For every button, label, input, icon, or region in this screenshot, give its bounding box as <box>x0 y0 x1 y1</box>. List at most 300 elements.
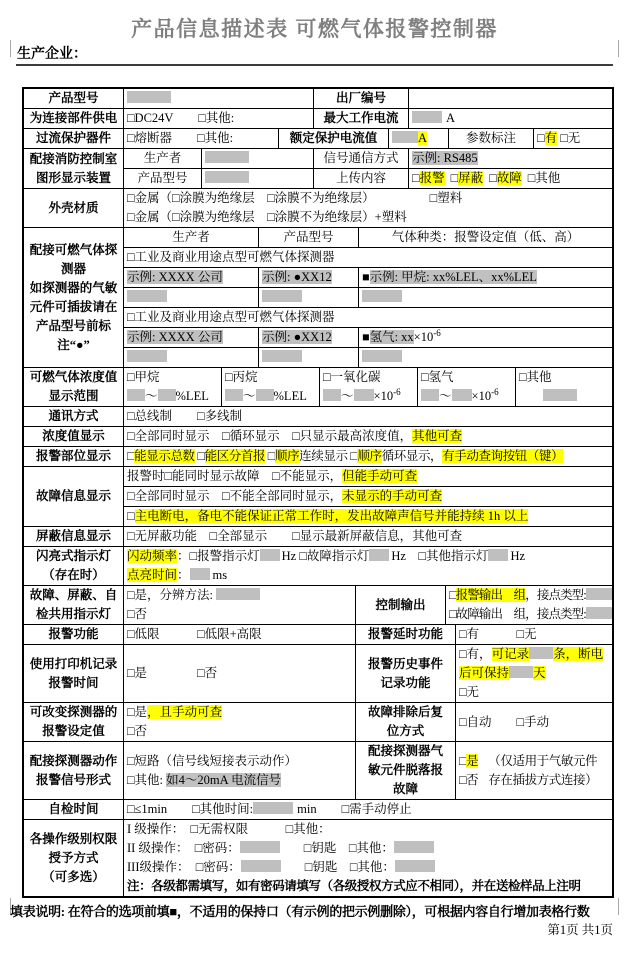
subrow-detector-type-1 <box>124 248 612 268</box>
highlighted-text: 未显示的手动可查 <box>342 489 443 503</box>
example-model <box>259 268 359 287</box>
value-housing-material[interactable] <box>124 189 612 227</box>
redacted-value <box>240 841 280 853</box>
label-shared-indicator <box>24 586 124 624</box>
checkbox-option[interactable]: □自动 □手动 <box>459 714 550 729</box>
table-cell[interactable] <box>359 288 612 307</box>
label-alarm-function <box>24 625 124 644</box>
header-model <box>259 228 359 247</box>
table-line <box>124 109 313 128</box>
table-line <box>124 268 258 287</box>
text: 报警信号形式 <box>35 772 111 787</box>
value-history-record[interactable] <box>456 645 612 702</box>
checkbox-option[interactable]: □ <box>450 171 459 185</box>
table-line <box>24 109 123 128</box>
table-line <box>456 645 612 683</box>
table-line <box>124 208 612 227</box>
table-line <box>24 169 123 188</box>
page-title: 产品信息描述表 可燃气体报警控制器 <box>131 17 498 41</box>
label-sensor-dropout-fault <box>356 742 456 799</box>
value-printer-record[interactable] <box>124 645 356 702</box>
text: 为连接部件供电 <box>29 111 118 125</box>
row-overcurrent-protection <box>24 129 612 149</box>
table-cell[interactable] <box>124 288 259 307</box>
text: 闪亮式指示灯 <box>35 549 111 563</box>
table-line <box>124 228 258 247</box>
text: %LEL <box>273 389 307 403</box>
range-co[interactable] <box>320 368 418 406</box>
table-cell[interactable] <box>259 288 359 307</box>
checkbox-option[interactable]: □≤1min □其他时间: <box>127 802 254 816</box>
text: 故障、屏蔽、自检共用指示灯 <box>29 588 118 621</box>
table-line <box>124 387 221 406</box>
text: %LEL <box>175 389 209 403</box>
table-line <box>124 586 355 605</box>
page-corner-mark <box>618 40 619 57</box>
text: 报警设定值 <box>42 724 105 738</box>
checkbox-option[interactable]: Hz □故障指示灯 <box>281 549 370 563</box>
range-methane[interactable] <box>124 368 222 406</box>
label-control-output <box>356 586 446 624</box>
table-line <box>124 288 258 307</box>
detector-type-option[interactable] <box>124 308 612 327</box>
row-changeable-setpoint <box>24 703 612 742</box>
table-line <box>24 150 123 169</box>
table-line <box>24 129 123 148</box>
table-line <box>359 228 612 247</box>
table-line <box>314 149 408 168</box>
checkbox-option[interactable]: 连续显示 □ <box>299 449 358 463</box>
table-line <box>24 527 123 546</box>
highlighted-text: 有 <box>544 131 558 145</box>
row-concentration-range <box>24 368 612 407</box>
table-line <box>356 674 455 693</box>
text: 出厂编号 <box>335 91 386 105</box>
text: 过流保护器件 <box>35 131 111 145</box>
checkbox-option[interactable]: □是 □否 <box>127 666 218 680</box>
table-cell[interactable] <box>259 348 359 367</box>
table-line <box>124 328 258 347</box>
text: ～ <box>341 389 354 403</box>
value-changeable-setpoint[interactable] <box>124 703 356 741</box>
row-shield-info-display <box>24 527 612 547</box>
detectors-subtable <box>124 228 612 367</box>
labels-comm-upload <box>314 149 409 188</box>
text: 敏元件脱落报 <box>367 763 443 777</box>
redacted-value <box>158 389 176 401</box>
checkbox-option[interactable]: □其他 <box>519 370 552 384</box>
label-rated-protection-current <box>279 129 389 148</box>
table-cell[interactable] <box>124 348 259 367</box>
checkbox-option[interactable]: □ <box>459 753 467 768</box>
text: 参数标注 <box>465 131 516 145</box>
sample-text: 示例: XXXX 公司 <box>127 330 223 344</box>
text: 产品型号 <box>283 230 334 244</box>
checkbox-option[interactable]: □钥匙 □其他： <box>303 841 394 855</box>
label-fault-info <box>24 467 124 526</box>
text: 可改变探测器的 <box>29 705 118 719</box>
checkbox-option[interactable]: □ <box>194 449 205 463</box>
value-sensor-dropout-fault[interactable] <box>456 742 612 799</box>
highlighted-text: 天 <box>533 666 546 680</box>
checkbox-option[interactable]: □否 <box>127 724 148 738</box>
row-concentration-display <box>24 427 612 447</box>
checkbox-option[interactable]: □总线制 □多线制 <box>127 409 243 423</box>
highlighted-text: 闪动频率 <box>127 549 178 563</box>
highlighted-text: 条，断电后可保持 <box>459 647 604 680</box>
table-line <box>356 742 455 761</box>
redacted-value <box>262 290 302 302</box>
checkbox-option[interactable]: □工业及商业用途点型可燃气体探测器 <box>127 310 335 324</box>
table-line <box>124 189 612 208</box>
text: 配接探测器动作 <box>29 753 118 768</box>
redacted-value <box>127 350 167 362</box>
checkbox-option[interactable]: III级操作： □密码： <box>127 860 241 874</box>
table-line <box>124 664 355 683</box>
checkbox-option[interactable]: 报警时□能同时显示故障 □不能显示， <box>127 469 343 483</box>
checkbox-option[interactable]: □是，分辨方法: <box>127 588 217 602</box>
example-gas <box>359 268 612 287</box>
text: 控制输出 <box>375 597 426 612</box>
checkbox-option[interactable]: □DC24V □其他: <box>127 111 235 125</box>
value-alarm-delay[interactable] <box>456 625 612 644</box>
manufacturer-label: 生产企业： <box>17 47 87 62</box>
value-connected-power[interactable] <box>124 109 314 128</box>
text: 上传内容 <box>335 171 386 185</box>
product-info-table <box>22 87 614 898</box>
checkbox-option[interactable]: □ <box>265 449 275 463</box>
subrow-fill-2 <box>124 348 612 367</box>
table-line <box>259 348 358 367</box>
table-line <box>24 407 123 426</box>
redacted-value <box>225 389 243 401</box>
redacted-value <box>262 350 302 362</box>
redacted-value <box>190 568 210 580</box>
table-line <box>24 771 123 790</box>
header-producer <box>124 228 259 247</box>
value-shield-info[interactable] <box>124 527 612 546</box>
row-operation-levels <box>24 820 612 896</box>
table-line <box>202 149 313 168</box>
checkbox-option[interactable]: □ <box>127 449 135 463</box>
value-product-model[interactable] <box>124 89 314 108</box>
checkbox-option[interactable]: □ <box>127 509 135 523</box>
table-line <box>124 486 612 506</box>
checkbox-option[interactable]: ：□报警指示灯 <box>177 549 260 563</box>
value-shared-indicator[interactable] <box>124 586 356 624</box>
table-line <box>456 683 612 702</box>
label-fault-reset <box>356 703 456 741</box>
redacted-value <box>205 171 249 183</box>
table-line <box>124 368 221 387</box>
table-line <box>124 168 201 188</box>
highlighted-text: 屏蔽 <box>458 171 484 185</box>
text: 报警功能 <box>48 627 99 641</box>
table-line <box>124 149 201 168</box>
table-line <box>24 830 123 849</box>
sample-text: 示例: 甲烷: xx%LEL、xx%LEL <box>369 270 537 284</box>
redacted-value <box>586 588 612 600</box>
text: 通讯方式 <box>48 409 99 423</box>
range-other[interactable] <box>516 368 612 406</box>
redacted-value <box>543 389 577 401</box>
example-producer <box>124 268 259 287</box>
range-propane[interactable] <box>222 368 320 406</box>
checkbox-option[interactable]: □ <box>489 171 497 185</box>
highlighted-text: 能显示总数 <box>134 449 195 463</box>
checkbox-option[interactable]: □否 <box>459 772 479 787</box>
table-line <box>389 129 448 148</box>
table-line <box>356 703 455 722</box>
value-operation-levels[interactable] <box>124 820 612 896</box>
table-line <box>222 387 319 406</box>
redacted-value <box>127 290 167 302</box>
table-line <box>456 771 612 790</box>
checkbox-option[interactable]: □丙烷 <box>225 370 258 384</box>
checkbox-option[interactable]: □有 □无 <box>459 627 537 641</box>
checkbox-option[interactable]: □熔断器 □其他: <box>127 131 234 145</box>
range-hydrogen[interactable] <box>418 368 516 406</box>
text: 如探测器的气敏元件可插拔请在产品型号前标注“●” <box>29 280 118 352</box>
table-line <box>356 722 455 741</box>
table-line <box>24 368 123 387</box>
row-alarm-function <box>24 625 612 645</box>
table-line <box>24 625 123 644</box>
text: 额定保护电流值 <box>289 131 378 145</box>
checkbox-option[interactable]: □金属（□涂膜为绝缘层 □涂膜不为绝缘层） <box>127 191 375 205</box>
redacted-value <box>205 151 249 163</box>
value-parameter-marking[interactable] <box>534 129 612 148</box>
table-line <box>124 248 612 267</box>
table-line <box>124 447 612 466</box>
highlighted-text: 点亮时间 <box>127 568 178 582</box>
checkbox-option[interactable]: □无 <box>459 685 480 699</box>
redacted-value <box>412 111 442 123</box>
table-line <box>24 586 123 624</box>
superscript-exponent: -6 <box>433 328 441 338</box>
value-rated-current[interactable] <box>389 129 449 148</box>
checkbox-option[interactable]: □是 <box>127 705 148 719</box>
text: 自检时间 <box>48 802 99 816</box>
redacted-value <box>253 802 293 814</box>
table-line <box>124 820 612 839</box>
value-serial-number[interactable] <box>409 89 612 108</box>
redacted-value <box>452 389 472 401</box>
value-max-current[interactable] <box>409 109 612 128</box>
checkbox-option[interactable]: □氢气 <box>421 370 454 384</box>
table-line <box>24 849 123 868</box>
row-product-model <box>24 89 612 109</box>
header-underline <box>16 64 613 66</box>
value-self-test-time[interactable] <box>124 800 612 819</box>
highlighted-text: ，且手动可查 <box>147 705 223 719</box>
table-line <box>24 279 123 355</box>
table-line <box>456 625 612 644</box>
checkbox-option[interactable]: □有， <box>459 647 492 661</box>
text: 生产者 <box>172 230 210 244</box>
value-overcurrent-device[interactable] <box>124 129 279 148</box>
table-cell[interactable] <box>359 348 612 367</box>
text: 气体种类：报警设定值（低、高） <box>391 230 580 244</box>
checkbox-option[interactable]: □一氧化碳 <box>323 370 381 384</box>
checkbox-option[interactable]: □否 <box>127 607 148 621</box>
table-line <box>356 655 455 674</box>
label-detectors <box>24 228 124 367</box>
table-line <box>320 387 417 406</box>
checkbox-option[interactable]: ■ <box>362 330 370 344</box>
text: 生产者 <box>143 151 182 165</box>
label-concentration-display <box>24 427 124 446</box>
text: 故障信息显示 <box>35 489 111 503</box>
checkbox-option[interactable]: □金属（□涂膜为绝缘层 □涂膜不为绝缘层）+塑料 <box>127 210 407 224</box>
table-line <box>259 328 358 347</box>
table-line <box>314 168 408 188</box>
table-line <box>356 761 455 780</box>
value-detector-signal-form[interactable] <box>124 742 356 799</box>
highlighted-text: 故障 <box>496 171 522 185</box>
checkbox-option[interactable]: □短路（信号线短接表示动作） <box>127 753 298 768</box>
row-shared-indicator <box>24 586 612 625</box>
text: 产品型号 <box>48 91 99 105</box>
value-flashing-indicator[interactable] <box>124 547 612 585</box>
checkbox-option[interactable]: □工业及商业用途点型可燃气体探测器 <box>127 250 335 264</box>
text: 显示范围 <box>48 389 99 403</box>
redacted-value <box>127 389 145 401</box>
table-line <box>24 800 123 819</box>
redacted-value <box>354 389 374 401</box>
page-corner-mark <box>10 40 11 57</box>
label-printer-record <box>24 645 124 702</box>
text: 配接消防控制室 <box>29 151 118 166</box>
text: （仅适用于气敏元件 <box>488 753 598 768</box>
checkbox-option[interactable]: min □需手动停止 <box>297 802 412 816</box>
subrow-example-1 <box>124 268 612 288</box>
table-line <box>356 780 455 799</box>
values-producer-model[interactable] <box>202 149 314 188</box>
value-communication[interactable] <box>124 407 612 426</box>
table-line <box>24 674 123 693</box>
text: 各操作级别权限 <box>29 831 118 846</box>
sample-text: 示例: ●XX12 <box>262 270 332 284</box>
table-line <box>24 447 123 466</box>
checkbox-option[interactable]: I 级操作： □无需权限 □其他： <box>127 822 331 836</box>
row-flashing-indicator <box>24 547 612 586</box>
table-line <box>259 268 358 287</box>
checkbox-option[interactable]: □其他 <box>527 171 561 185</box>
table-line <box>24 241 123 279</box>
table-line <box>124 506 612 526</box>
value-alarm-location[interactable] <box>124 447 612 466</box>
table-line <box>409 149 612 168</box>
label-alarm-location <box>24 447 124 466</box>
table-line <box>24 703 123 722</box>
value-concentration-display[interactable] <box>124 427 612 446</box>
label-shield-info <box>24 527 124 546</box>
table-line <box>359 288 612 307</box>
text: 故障排除后复 <box>367 705 443 719</box>
row-fire-display-device <box>24 149 612 189</box>
label-communication <box>24 407 124 426</box>
table-line <box>24 427 123 446</box>
checkbox-option[interactable]: □钥匙 □其他： <box>304 860 395 874</box>
checkbox-option[interactable]: □ <box>537 131 545 145</box>
text: 记录功能 <box>380 675 431 690</box>
table-line <box>314 89 408 108</box>
label-concentration-range <box>24 368 124 406</box>
checkbox-option[interactable]: □全部同时显示 □循环显示 □只显示最高浓度值， <box>127 429 413 443</box>
table-line <box>124 703 355 722</box>
value-fault-info[interactable] <box>124 467 612 526</box>
checkbox-option[interactable]: Hz □其他指示灯 <box>391 549 489 563</box>
checkbox-option[interactable]: □ <box>412 171 420 185</box>
checkbox-option[interactable]: II 级操作： □密码： <box>127 841 240 855</box>
checkbox-option[interactable]: □ <box>449 588 456 602</box>
checkbox-option[interactable]: □塑料 <box>429 191 463 205</box>
highlighted-text: 可记录 <box>491 647 530 661</box>
table-line <box>320 368 417 387</box>
redacted-value <box>323 389 341 401</box>
checkbox-option[interactable]: □无屏蔽功能 □全部显示 □显示最新屏蔽信息，其他可查 <box>127 529 463 543</box>
checkbox-option[interactable]: ■ <box>362 270 370 284</box>
sample-text: 示例: XXXX 公司 <box>127 270 223 284</box>
row-fault-info-display <box>24 467 612 527</box>
text: 授予方式 <box>48 850 99 865</box>
redacted-value <box>488 549 508 561</box>
table-line <box>24 722 123 741</box>
checkbox-option[interactable]: □全部同时显示 □不能全部同时显示， <box>127 489 343 503</box>
label-history-record <box>356 645 456 702</box>
text: ： <box>177 568 190 582</box>
label-connected-power <box>24 109 124 128</box>
values-comm-upload[interactable] <box>409 149 612 188</box>
table-line <box>124 566 612 585</box>
table-line <box>24 752 123 771</box>
redacted-value <box>394 841 434 853</box>
checkbox-option[interactable]: □甲烷 <box>127 370 160 384</box>
table-line <box>124 752 355 771</box>
checkbox-option[interactable]: □故障输出 组，接点类型: <box>449 607 586 621</box>
table-line <box>356 596 445 615</box>
table-line <box>359 348 612 367</box>
text: 使用打印机记录 <box>29 656 118 671</box>
label-operation-levels <box>24 820 124 896</box>
text: 存在插拔方式连接） <box>488 772 598 787</box>
row-detectors <box>24 228 612 368</box>
text: ，接点类型: <box>525 588 586 602</box>
text: （存在时） <box>42 568 105 582</box>
table-line <box>456 713 612 732</box>
value-alarm-function[interactable] <box>124 625 356 644</box>
highlighted-text: 是 <box>466 753 479 768</box>
text: 产品型号 <box>137 171 188 185</box>
redacted-value <box>216 588 260 600</box>
sample-text: 氢气: xx <box>369 330 414 344</box>
text: 故障 <box>392 782 418 796</box>
checkbox-option[interactable]: □低限 □低限+高限 <box>127 627 262 641</box>
redacted-value <box>241 860 281 872</box>
value-fault-reset[interactable] <box>456 703 612 741</box>
detector-type-option[interactable] <box>124 248 612 267</box>
label-detector-signal-form <box>24 742 124 799</box>
table-line <box>222 368 319 387</box>
table-line <box>359 268 612 287</box>
redacted-value <box>586 607 612 619</box>
checkbox-option[interactable]: □其他: <box>127 772 167 787</box>
value-control-output[interactable] <box>446 586 612 624</box>
redacted-value <box>509 666 533 678</box>
checkbox-option[interactable]: □无 <box>557 131 581 145</box>
table-line <box>24 868 123 887</box>
